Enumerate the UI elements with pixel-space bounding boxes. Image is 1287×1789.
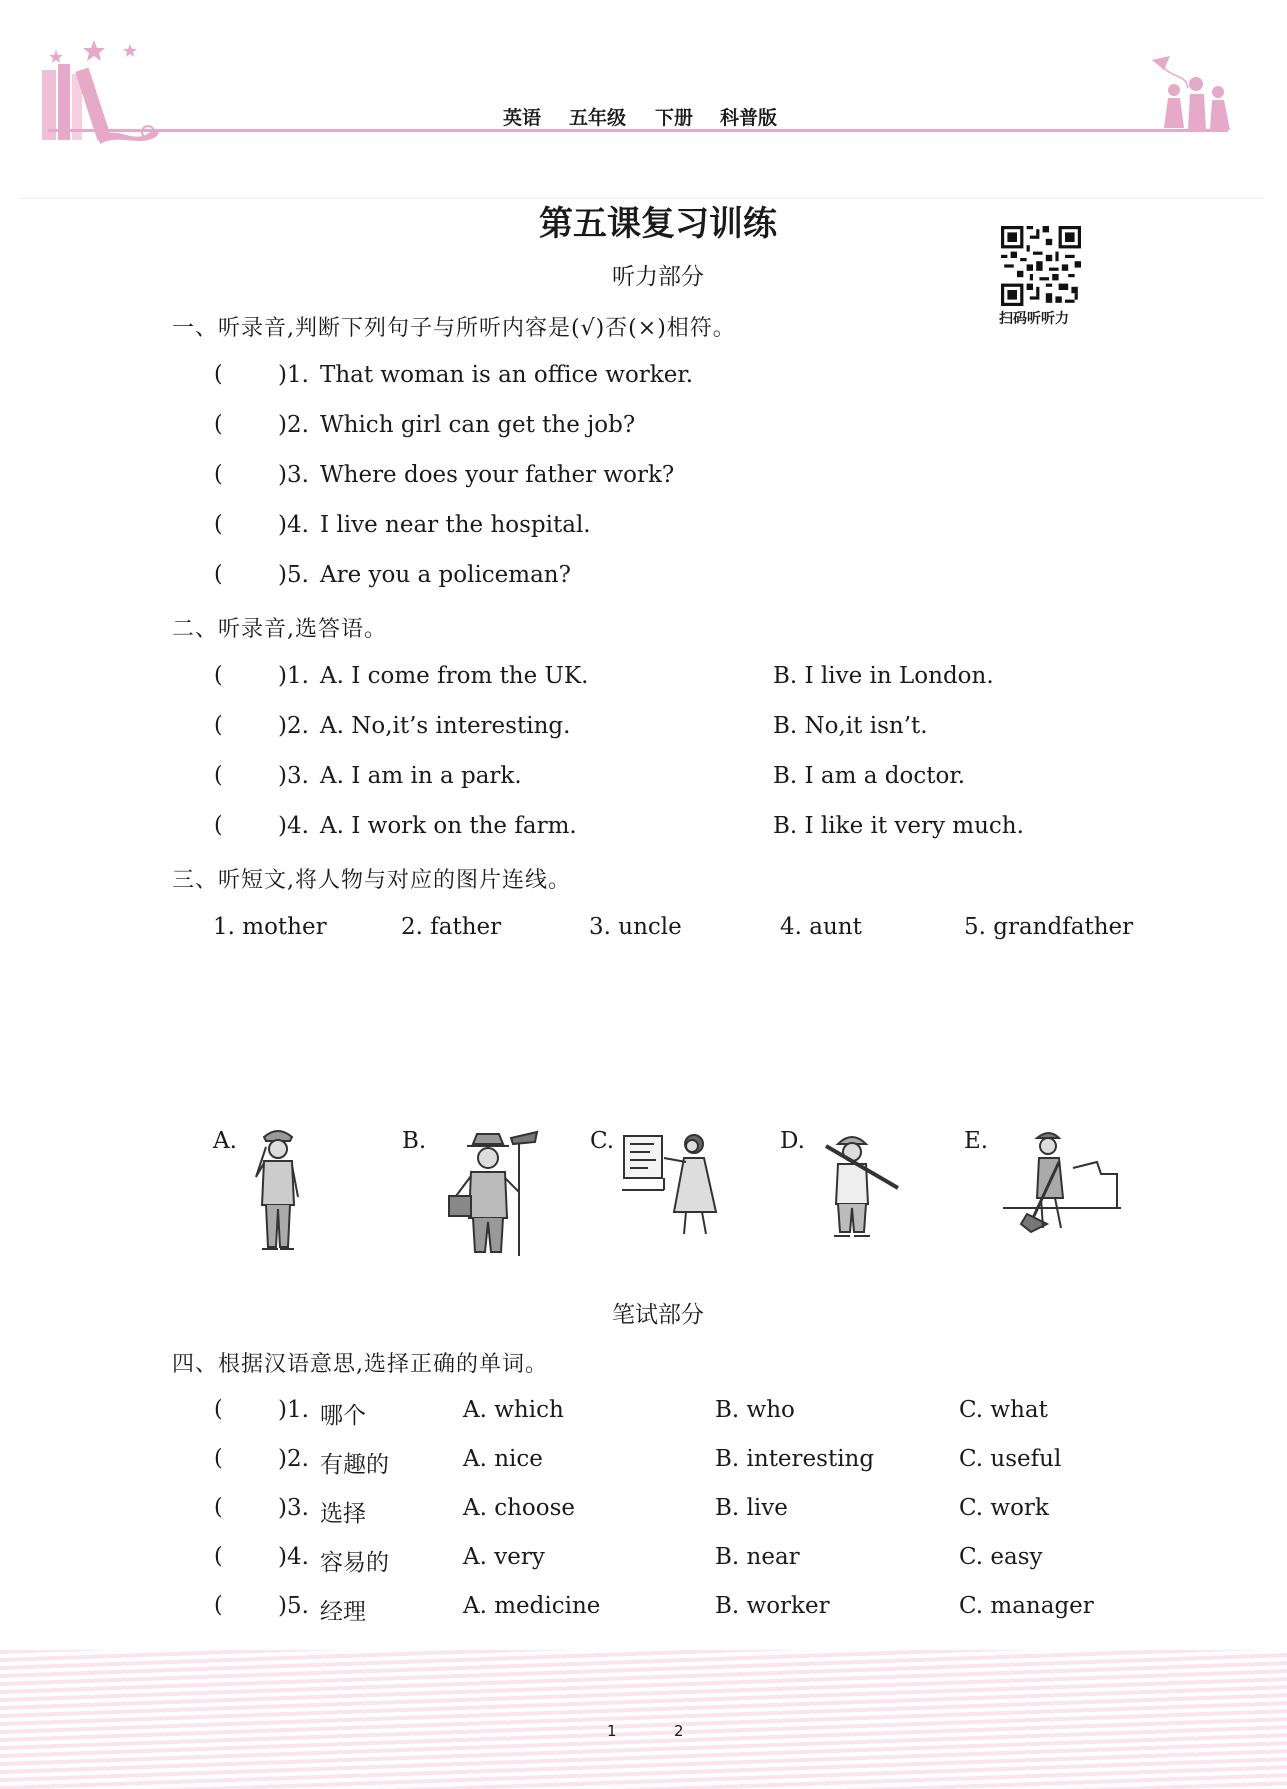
header-volume: 下册 <box>655 107 694 129</box>
option-b: B. live <box>715 1495 788 1521</box>
answer-paren[interactable]: ( <box>214 713 223 738</box>
cleaner-illustration[interactable] <box>1003 1128 1121 1236</box>
question-number: )3. <box>278 1495 309 1521</box>
question-number: )4. <box>278 813 309 839</box>
picture-label: C. <box>590 1128 615 1154</box>
answer-paren[interactable]: ( <box>214 1397 223 1422</box>
person-label[interactable]: 5. grandfather <box>964 914 1134 940</box>
farmer-illustration[interactable] <box>445 1130 543 1260</box>
books-stars-decoration <box>38 38 163 150</box>
part2-instruction: 二、听录音,选答语。 <box>172 617 387 642</box>
option-c: C. manager <box>959 1593 1094 1619</box>
picture-label: D. <box>780 1128 805 1154</box>
option-a: A. I come from the UK. <box>320 663 589 689</box>
option-a: A. I work on the farm. <box>320 813 577 839</box>
answer-paren[interactable]: ( <box>214 1544 223 1569</box>
header-rule <box>48 129 1228 132</box>
worker-illustration[interactable] <box>820 1128 902 1244</box>
policeman-illustration[interactable] <box>248 1125 308 1255</box>
header-grade: 五年级 <box>569 107 627 129</box>
picture-label: A. <box>213 1128 237 1154</box>
picture-label: B. <box>402 1128 427 1154</box>
question-number: )3. <box>278 462 309 488</box>
option-c: C. useful <box>959 1446 1062 1472</box>
answer-paren[interactable]: ( <box>214 663 223 688</box>
option-a: A. No,it’s interesting. <box>320 713 571 739</box>
option-b: B. who <box>715 1397 795 1423</box>
answer-paren[interactable]: ( <box>214 562 223 587</box>
option-a: A. very <box>463 1544 545 1570</box>
person-label[interactable]: 3. uncle <box>589 914 682 940</box>
picture-label: E. <box>964 1128 989 1154</box>
answer-paren[interactable]: ( <box>214 763 223 788</box>
question-number: )4. <box>278 1544 309 1570</box>
option-b: B. I am a doctor. <box>773 763 966 789</box>
page-title: 第五课复习训练 <box>539 204 777 244</box>
question-number: )1. <box>278 663 309 689</box>
footer-wave-band <box>0 1650 1287 1789</box>
question-number: )2. <box>278 713 309 739</box>
option-b: B. I live in London. <box>773 663 994 689</box>
qr-caption: 扫码听听力 <box>999 311 1069 327</box>
option-c: C. easy <box>959 1544 1043 1570</box>
question-text: Where does your father work? <box>320 462 675 488</box>
part1-instruction: 一、听录音,判断下列句子与所听内容是(√)否(×)相符。 <box>172 316 736 341</box>
answer-paren[interactable]: ( <box>214 462 223 487</box>
option-c: C. work <box>959 1495 1049 1521</box>
option-b: B. No,it isn’t. <box>773 713 928 739</box>
option-a: A. nice <box>463 1446 543 1472</box>
answer-paren[interactable]: ( <box>214 412 223 437</box>
chinese-word: 有趣的 <box>320 1452 389 1478</box>
question-number: )1. <box>278 1397 309 1423</box>
option-b: B. I like it very much. <box>773 813 1024 839</box>
writing-heading: 笔试部分 <box>612 1302 704 1328</box>
question-text: That woman is an office worker. <box>320 362 694 388</box>
question-number: )5. <box>278 562 309 588</box>
part3-instruction: 三、听短文,将人物与对应的图片连线。 <box>172 868 571 893</box>
question-number: )2. <box>278 412 309 438</box>
person-label[interactable]: 2. father <box>401 914 502 940</box>
option-a: A. which <box>463 1397 564 1423</box>
chinese-word: 哪个 <box>320 1403 366 1429</box>
answer-paren[interactable]: ( <box>214 1593 223 1618</box>
teacher-illustration[interactable] <box>620 1128 720 1240</box>
option-c: C. what <box>959 1397 1048 1423</box>
page-number: 1 <box>607 1722 617 1740</box>
children-kite-decoration <box>1150 54 1235 134</box>
part4-instruction: 四、根据汉语意思,选择正确的单词。 <box>172 1352 548 1377</box>
question-text: Which girl can get the job? <box>320 412 636 438</box>
option-b: B. worker <box>715 1593 830 1619</box>
question-number: )4. <box>278 512 309 538</box>
question-text: I live near the hospital. <box>320 512 591 538</box>
page-number: 2 <box>674 1722 684 1740</box>
chinese-word: 容易的 <box>320 1550 389 1576</box>
question-text: Are you a policeman? <box>320 562 571 588</box>
question-number: )1. <box>278 362 309 388</box>
option-a: A. medicine <box>463 1593 601 1619</box>
question-number: )5. <box>278 1593 309 1619</box>
option-a: A. choose <box>463 1495 576 1521</box>
chinese-word: 经理 <box>320 1599 366 1625</box>
option-b: B. interesting <box>715 1446 875 1472</box>
answer-paren[interactable]: ( <box>214 813 223 838</box>
answer-paren[interactable]: ( <box>214 1446 223 1471</box>
person-label[interactable]: 4. aunt <box>780 914 862 940</box>
option-a: A. I am in a park. <box>320 763 522 789</box>
question-number: )2. <box>278 1446 309 1472</box>
header-edition: 科普版 <box>720 107 778 129</box>
person-label[interactable]: 1. mother <box>213 914 327 940</box>
question-number: )3. <box>278 763 309 789</box>
listening-heading: 听力部分 <box>612 264 704 290</box>
chinese-word: 选择 <box>320 1501 366 1527</box>
answer-paren[interactable]: ( <box>214 512 223 537</box>
answer-paren[interactable]: ( <box>214 362 223 387</box>
option-b: B. near <box>715 1544 800 1570</box>
answer-paren[interactable]: ( <box>214 1495 223 1520</box>
header-subject: 英语 <box>503 107 542 129</box>
